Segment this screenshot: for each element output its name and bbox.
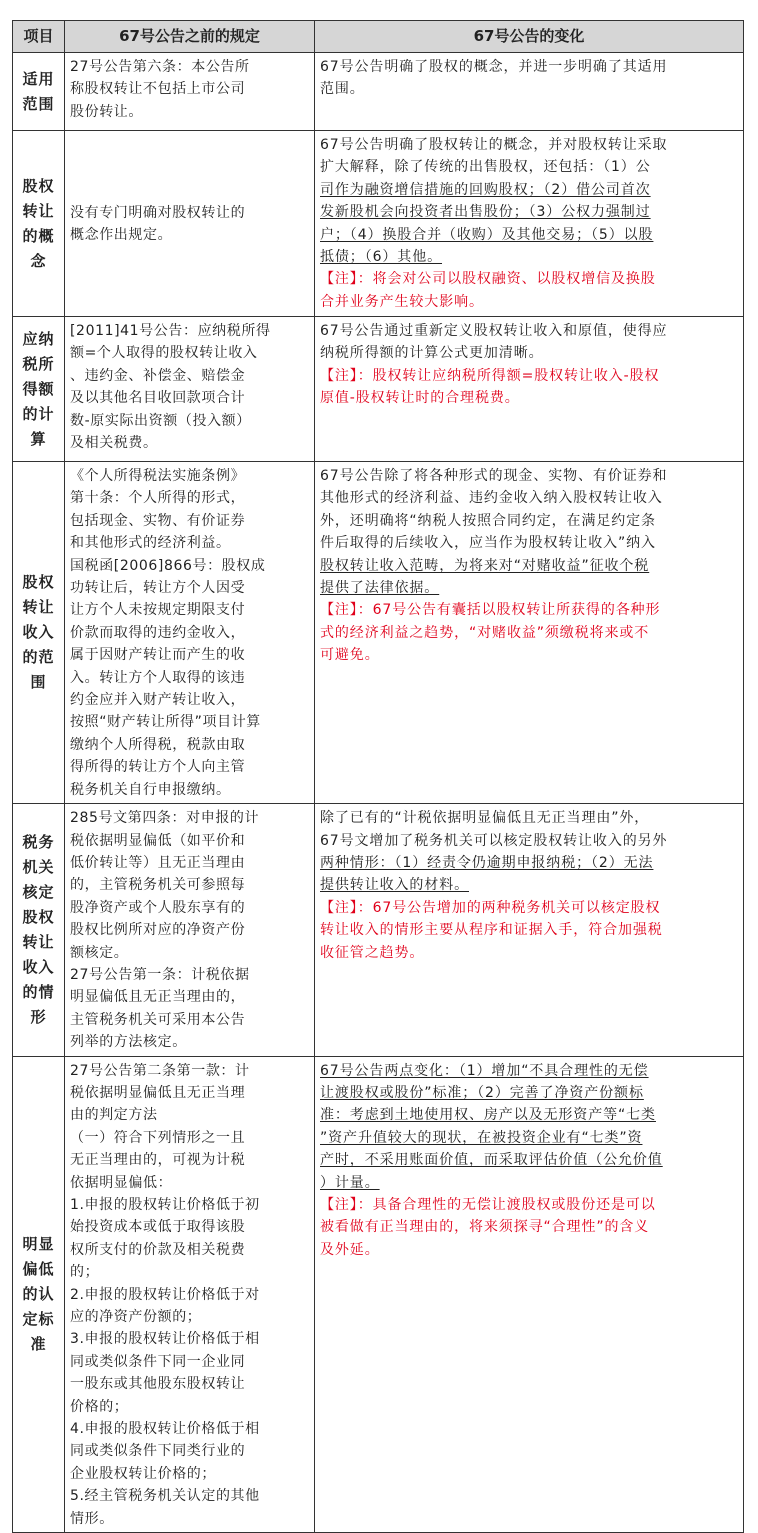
change-cell: 67号公告两点变化：（1）增加“不具合理性的无偿 让渡股权或股份”标准；（2）完善了净资产份额标 准：考虑到土地使用权、房产以及无形资产等“七类 ”资产升值较大的现状，在被投资企业有“七类”资 产时，不采用账面价值，而采取评估价值（公允价值 ）计量。 【注】：具备合理性的无偿让渡股权或股份还是可以 被看做有正当理由的，将来须探寻“合理性”的含义 及外延。 — [315, 1056, 744, 1533]
note-text: 式的经济利益之趋势，“对赌收益”须缴税将来或不 — [320, 624, 650, 641]
table-row — [13, 317, 744, 462]
note-text: 【注】：股权转让应纳税所得额=股权转让收入-股权 — [320, 367, 660, 384]
comparison-table — [12, 20, 744, 1533]
before-cell: 《个人所得税法实施条例》 第十条：个人所得的形式， 包括现金、实物、有价证券 和其他形式的经济利益。 国税函[2006]866号：股权成 功转让后，转让方个人因受 让方个人未按规定期限支付 价款而取得的违约金收入， 属于因财产转让而产生的收 入。转让方个人取得的该违 约金应并入财产转让收入， 按照“财产转让所得”项目计算 缴纳个人所得税，税款由取 得所得的转让方个人向主管 税务机关自行申报缴纳。 — [65, 462, 315, 804]
table-row — [13, 131, 744, 317]
table-row — [13, 53, 744, 131]
change-cell: 除了已有的“计税依据明显偏低且无正当理由”外， 67号文增加了税务机关可以核定股权转让收入的另外 两种情形：（1）经责令仍逾期申报纳税；（2）无法 提供转让收入的材料。 【注】：67号公告增加的两种税务机关可以核定股权 转让收入的情形主要从程序和证据入手，符合加强税 收征管之趋势。 — [315, 804, 744, 1056]
header-item: 项目 — [13, 21, 65, 53]
table-row — [13, 804, 744, 1056]
change-cell: 67号公告明确了股权转让的概念，并对股权转让采取 扩大解释，除了传统的出售股权，还包括：（1）公 司作为融资增信措施的回购股权；（2）借公司首次 发新股机会向投资者出售股份；（3）公权力强制过 户；（4）换股合并（收购）及其他交易；（5）以股 抵债；（6）其他。 【注】：将会对公司以股权融资、以股权增信及换股 合并业务产生较大影响。 — [315, 131, 744, 317]
change-cell: 67号公告除了将各种形式的现金、实物、有价证券和 其他形式的经济利益、违约金收入纳入股权转让收入 外，还明确将“纳税人按照合同约定，在满足约定条 件后取得的后续收入，应当作为股权转让收入”纳入 股权转让收入范畴，为将来对“对赌收益”征收个税 提供了法律依据。 【注】：67号公告有囊括以股权转让所获得的各种形 式的经济利益之趋势，“对赌收益”须缴税将来或不 可避免。 — [315, 462, 744, 804]
note-text: 及外延。 — [320, 1241, 380, 1258]
header-row — [13, 21, 744, 53]
category-cell: 明显 偏低 的认 定标 准 — [13, 1056, 65, 1533]
table-row — [13, 1056, 744, 1533]
note-text: 【注】：具备合理性的无偿让渡股权或股份还是可以 — [320, 1197, 656, 1213]
before-cell: 285号文第四条：对申报的计 税依据明显偏低（如平价和 低价转让等）且无正当理由 的，主管税务机关可参照每 股净资产或个人股东享有的 股权比例所对应的净资产份 额核定。 27号公告第一条：计税依据 明显偏低且无正当理由的， 主管税务机关可采用本公告 列举的方法核定。 — [65, 804, 315, 1056]
before-cell: 27号公告第六条：本公告所 称股权转让不包括上市公司 股份转让。 — [65, 53, 315, 131]
note-text: 转让收入的情形主要从程序和证据入手，符合加强税 — [320, 922, 663, 939]
category-cell: 适用 范围 — [13, 53, 65, 131]
note-text: 【注】：67号公告增加的两种税务机关可以核定股权 — [320, 899, 661, 916]
before-cell: 27号公告第二条第一款：计 税依据明显偏低且无正当理 由的判定方法 （一）符合下列情形之一且 无正当理由的，可视为计税 依据明显偏低： 1.申报的股权转让价格低于初 始投资成本或低于取得该股 权所支付的价款及相关税费 的； 2.申报的股权转让价格低于对 应的净资产份额的； 3.申报的股权转让价格低于相 同或类似条件下同一企业同 一股东或其他股东股权转让 价格的； 4.申报的股权转让价格低于相 同或类似条件下同类行业的 企业股权转让价格的； 5.经主管税务机关认定的其他 情形。 — [65, 1056, 315, 1533]
header-change: 67号公告的变化 — [315, 21, 744, 53]
category-cell: 股权 转让 收入 的范 围 — [13, 462, 65, 804]
table-row — [13, 462, 744, 804]
header-before: 67号公告之前的规定 — [65, 21, 315, 53]
change-cell: 67号公告明确了股权的概念，并进一步明确了其适用 范围。 — [315, 53, 744, 131]
note-text: 原值-股权转让时的合理税费。 — [320, 390, 520, 407]
note-text: 【注】：67号公告有囊括以股权转让所获得的各种形 — [320, 602, 661, 619]
category-cell: 应纳 税所 得额 的计 算 — [13, 317, 65, 462]
category-cell: 股权 转让 的概 念 — [13, 131, 65, 317]
note-text: 收征管之趋势。 — [320, 944, 425, 961]
before-cell: 没有专门明确对股权转让的 概念作出规定。 — [65, 131, 315, 317]
note-text: 被看做有正当理由的，将来须探寻“合理性”的含义 — [320, 1219, 650, 1236]
before-cell: [2011]41号公告：应纳税所得 额=个人取得的股权转让收入 、违约金、补偿金、赔偿金 及以其他名目收回款项合计 数-原实际出资额（投入额） 及相关税费。 — [65, 317, 315, 462]
change-cell: 67号公告通过重新定义股权转让收入和原值，使得应 纳税所得额的计算公式更加清晰。 【注】：股权转让应纳税所得额=股权转让收入-股权 原值-股权转让时的合理税费。 — [315, 317, 744, 462]
category-cell: 税务 机关 核定 股权 转让 收入 的情 形 — [13, 804, 65, 1056]
note-text: 【注】：将会对公司以股权融资、以股权增信及换股 — [320, 271, 656, 288]
note-text: 合并业务产生较大影响。 — [320, 293, 484, 310]
note-text: 可避免。 — [320, 647, 380, 664]
